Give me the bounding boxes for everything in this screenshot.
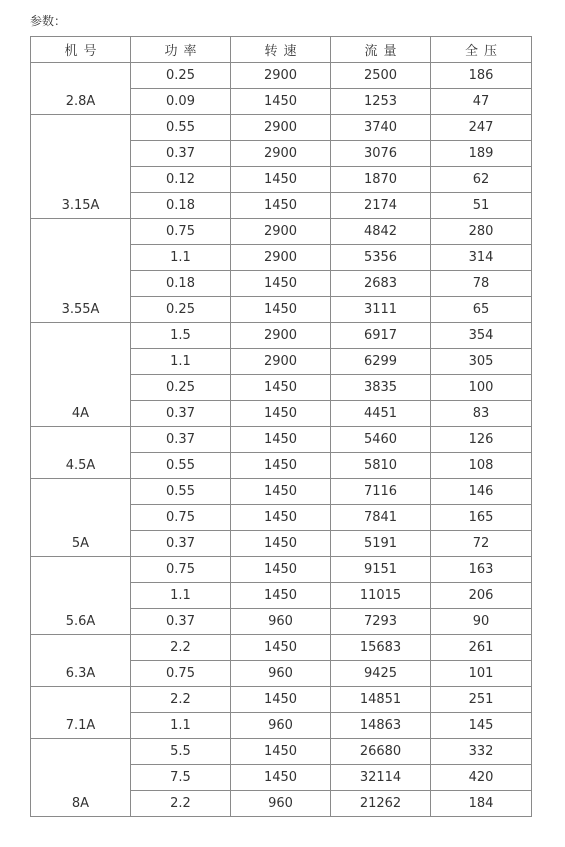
- flow-cell: 2500: [331, 63, 431, 89]
- table-row: [31, 427, 532, 453]
- pressure-cell: 47: [431, 89, 532, 115]
- flow-cell: 7116: [331, 479, 431, 505]
- pressure-cell: 280: [431, 219, 532, 245]
- flow-cell: 3111: [331, 297, 431, 323]
- power-cell: 0.55: [131, 115, 231, 141]
- power-cell: 0.12: [131, 167, 231, 193]
- speed-cell: 1450: [231, 635, 331, 661]
- pressure-cell: 90: [431, 609, 532, 635]
- speed-cell: 2900: [231, 141, 331, 167]
- speed-cell: 960: [231, 661, 331, 687]
- speed-cell: 2900: [231, 219, 331, 245]
- flow-cell: 14863: [331, 713, 431, 739]
- speed-cell: 1450: [231, 401, 331, 427]
- flow-cell: 7293: [331, 609, 431, 635]
- flow-cell: 1253: [331, 89, 431, 115]
- header-pressure: 全压: [431, 37, 532, 63]
- power-cell: 0.75: [131, 505, 231, 531]
- flow-cell: 6917: [331, 323, 431, 349]
- model-cell: 7.1A: [31, 687, 131, 739]
- power-cell: 1.1: [131, 713, 231, 739]
- speed-cell: 2900: [231, 323, 331, 349]
- speed-cell: 960: [231, 609, 331, 635]
- pressure-cell: 184: [431, 791, 532, 817]
- power-cell: 0.18: [131, 193, 231, 219]
- speed-cell: 2900: [231, 349, 331, 375]
- header-flow: 流量: [331, 37, 431, 63]
- speed-cell: 1450: [231, 193, 331, 219]
- flow-cell: 6299: [331, 349, 431, 375]
- power-cell: 7.5: [131, 765, 231, 791]
- pressure-cell: 247: [431, 115, 532, 141]
- pressure-cell: 65: [431, 297, 532, 323]
- pressure-cell: 78: [431, 271, 532, 297]
- flow-cell: 2174: [331, 193, 431, 219]
- pressure-cell: 354: [431, 323, 532, 349]
- speed-cell: 1450: [231, 583, 331, 609]
- power-cell: 0.55: [131, 479, 231, 505]
- speed-cell: 1450: [231, 375, 331, 401]
- flow-cell: 9425: [331, 661, 431, 687]
- model-cell: 4.5A: [31, 427, 131, 479]
- pressure-cell: 332: [431, 739, 532, 765]
- power-cell: 2.2: [131, 687, 231, 713]
- flow-cell: 15683: [331, 635, 431, 661]
- power-cell: 0.37: [131, 609, 231, 635]
- speed-cell: 2900: [231, 63, 331, 89]
- speed-cell: 2900: [231, 245, 331, 271]
- power-cell: 0.75: [131, 557, 231, 583]
- power-cell: 0.55: [131, 453, 231, 479]
- header-power: 功率: [131, 37, 231, 63]
- speed-cell: 1450: [231, 297, 331, 323]
- table-body: [31, 63, 532, 817]
- pressure-cell: 72: [431, 531, 532, 557]
- pressure-cell: 206: [431, 583, 532, 609]
- flow-cell: 21262: [331, 791, 431, 817]
- fan-spec-table: [30, 36, 532, 817]
- pressure-cell: 186: [431, 63, 532, 89]
- model-cell: 6.3A: [31, 635, 131, 687]
- table-row: [31, 479, 532, 505]
- speed-cell: 1450: [231, 89, 331, 115]
- speed-cell: 1450: [231, 557, 331, 583]
- power-cell: 0.25: [131, 375, 231, 401]
- power-cell: 2.2: [131, 791, 231, 817]
- pressure-cell: 83: [431, 401, 532, 427]
- speed-cell: 1450: [231, 531, 331, 557]
- pressure-cell: 100: [431, 375, 532, 401]
- table-row: [31, 687, 532, 713]
- pressure-cell: 251: [431, 687, 532, 713]
- power-cell: 1.5: [131, 323, 231, 349]
- pressure-cell: 305: [431, 349, 532, 375]
- pressure-cell: 420: [431, 765, 532, 791]
- speed-cell: 1450: [231, 687, 331, 713]
- table-row: [31, 219, 532, 245]
- power-cell: 0.75: [131, 661, 231, 687]
- flow-cell: 1870: [331, 167, 431, 193]
- flow-cell: 32114: [331, 765, 431, 791]
- flow-cell: 11015: [331, 583, 431, 609]
- flow-cell: 4842: [331, 219, 431, 245]
- speed-cell: 1450: [231, 765, 331, 791]
- pressure-cell: 145: [431, 713, 532, 739]
- flow-cell: 26680: [331, 739, 431, 765]
- flow-cell: 3740: [331, 115, 431, 141]
- power-cell: 0.25: [131, 297, 231, 323]
- table-row: [31, 323, 532, 349]
- speed-cell: 1450: [231, 427, 331, 453]
- speed-cell: 960: [231, 713, 331, 739]
- power-cell: 0.37: [131, 401, 231, 427]
- table-row: [31, 63, 532, 89]
- power-cell: 1.1: [131, 349, 231, 375]
- pressure-cell: 126: [431, 427, 532, 453]
- pressure-cell: 108: [431, 453, 532, 479]
- flow-cell: 5191: [331, 531, 431, 557]
- speed-cell: 1450: [231, 271, 331, 297]
- pressure-cell: 51: [431, 193, 532, 219]
- flow-cell: 4451: [331, 401, 431, 427]
- pressure-cell: 261: [431, 635, 532, 661]
- model-cell: 4A: [31, 323, 131, 427]
- model-cell: 5A: [31, 479, 131, 557]
- flow-cell: 5460: [331, 427, 431, 453]
- header-speed: 转速: [231, 37, 331, 63]
- flow-cell: 3076: [331, 141, 431, 167]
- pressure-cell: 314: [431, 245, 532, 271]
- power-cell: 0.25: [131, 63, 231, 89]
- power-cell: 0.37: [131, 531, 231, 557]
- power-cell: 0.09: [131, 89, 231, 115]
- flow-cell: 5356: [331, 245, 431, 271]
- speed-cell: 960: [231, 791, 331, 817]
- params-label: 参数：: [30, 14, 67, 28]
- flow-cell: 9151: [331, 557, 431, 583]
- flow-cell: 3835: [331, 375, 431, 401]
- speed-cell: 1450: [231, 479, 331, 505]
- speed-cell: 1450: [231, 739, 331, 765]
- power-cell: 1.1: [131, 583, 231, 609]
- power-cell: 0.75: [131, 219, 231, 245]
- table-row: [31, 557, 532, 583]
- table-row: [31, 635, 532, 661]
- power-cell: 5.5: [131, 739, 231, 765]
- speed-cell: 1450: [231, 167, 331, 193]
- flow-cell: 5810: [331, 453, 431, 479]
- power-cell: 2.2: [131, 635, 231, 661]
- table-row: [31, 739, 532, 765]
- speed-cell: 1450: [231, 505, 331, 531]
- power-cell: 0.37: [131, 141, 231, 167]
- model-cell: 8A: [31, 739, 131, 817]
- power-cell: 1.1: [131, 245, 231, 271]
- power-cell: 0.37: [131, 427, 231, 453]
- header-model: 机号: [31, 37, 131, 63]
- model-cell: 5.6A: [31, 557, 131, 635]
- pressure-cell: 62: [431, 167, 532, 193]
- model-cell: 3.55A: [31, 219, 131, 323]
- pressure-cell: 146: [431, 479, 532, 505]
- pressure-cell: 165: [431, 505, 532, 531]
- table-header-row: [31, 37, 532, 63]
- table-row: [31, 115, 532, 141]
- flow-cell: 2683: [331, 271, 431, 297]
- model-cell: 3.15A: [31, 115, 131, 219]
- flow-cell: 14851: [331, 687, 431, 713]
- pressure-cell: 101: [431, 661, 532, 687]
- speed-cell: 1450: [231, 453, 331, 479]
- pressure-cell: 163: [431, 557, 532, 583]
- pressure-cell: 189: [431, 141, 532, 167]
- model-cell: 2.8A: [31, 63, 131, 115]
- speed-cell: 2900: [231, 115, 331, 141]
- power-cell: 0.18: [131, 271, 231, 297]
- flow-cell: 7841: [331, 505, 431, 531]
